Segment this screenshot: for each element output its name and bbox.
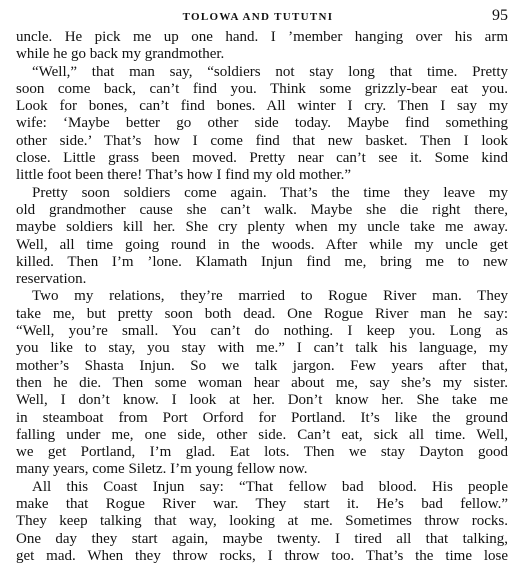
text-line: get mad. When they throw rocks, I throw too. That’s the time lose [16, 547, 508, 564]
text-line: while he go back my grandmother. [16, 46, 225, 63]
text-line: wife: ‘Maybe better go other side today. Maybe find something [16, 115, 508, 132]
text-line: Well, I don’t know. I look at her. Don’t know her. She take me [16, 392, 508, 409]
running-title: TOLOWA AND TUTUTNI [182, 11, 334, 23]
text-line: take me, but pretty soon both dead. One Rogue River man he say: [16, 305, 508, 322]
text-line: many years, come Siletz. I’m young fellow now. [16, 461, 308, 478]
text-line: One day they start again, maybe twenty. I tired all that talking, [16, 530, 508, 547]
text-line: uncle. He pick me up one hand. I ’member hanging over his arm [16, 29, 508, 45]
text-line: falling under me, one side, other side. Can’t eat, sick all time. Well, [16, 426, 508, 443]
text-line: killed. Then I’m ’lone. Klamath Injun find me, bring me to new [16, 253, 508, 270]
text-line: make that Rogue River war. They start it. He’s bad fellow.” [16, 496, 508, 513]
paragraph [16, 185, 508, 289]
text-line: in steamboat from Port Orford for Portland. It’s like the ground [16, 409, 508, 426]
text-line: then he die. Then some woman hear about me, say she’s my sister. [16, 374, 508, 391]
text-line: we get Portland, I’m glad. Eat lots. Then we stay Dayton good [16, 444, 508, 461]
text-line: Pretty soon soldiers come again. That’s the time they leave my [32, 184, 508, 201]
text-line: little foot been there! That’s how I find my old mother.” [16, 167, 352, 184]
text-line: you like to stay, you stay with me.” I can’t talk his language, my [16, 340, 508, 357]
text-line: close. Little grass been moved. Pretty near can’t see it. Some kind [16, 150, 508, 167]
text-line: Well, all time going round in the woods. After while my uncle get [16, 236, 508, 253]
text-line: “Well,” that man say, “soldiers not stay long that time. Pretty [32, 63, 508, 80]
text-line: Look for bones, can’t find bones. All winter I cry. Then I say my [16, 98, 508, 115]
text-line: “Well, you’re small. You can’t do nothing. I keep you. Long as [16, 323, 508, 340]
paragraph [16, 29, 508, 64]
text-line: soon come back, can’t find you. Think some grizzly-bear eat you. [16, 80, 508, 97]
body-text [16, 29, 508, 565]
text-line: reservation. [16, 271, 87, 288]
text-line: mother’s Shasta Injun. So we talk jargon. Few years after that, [16, 357, 508, 374]
text-line: They keep talking that way, looking at me. Sometimes throw rocks. [16, 513, 508, 530]
text-line: All this Coast Injun say: “That fellow bad blood. His people [32, 478, 508, 495]
text-line: old grandmother cause she can’t walk. Maybe she die right there, [16, 201, 508, 218]
paragraph [16, 288, 508, 478]
text-line: maybe soldiers kill her. She cry plenty when my uncle take me away. [16, 219, 508, 236]
text-line: other side.’ That’s how I come find that new basket. Then I look [16, 132, 508, 149]
running-head [0, 9, 516, 25]
text-line: Two my relations, they’re married to Rogue River man. They [32, 288, 508, 305]
page-number: 95 [492, 7, 508, 24]
paragraph [16, 64, 508, 185]
paragraph [16, 479, 508, 565]
